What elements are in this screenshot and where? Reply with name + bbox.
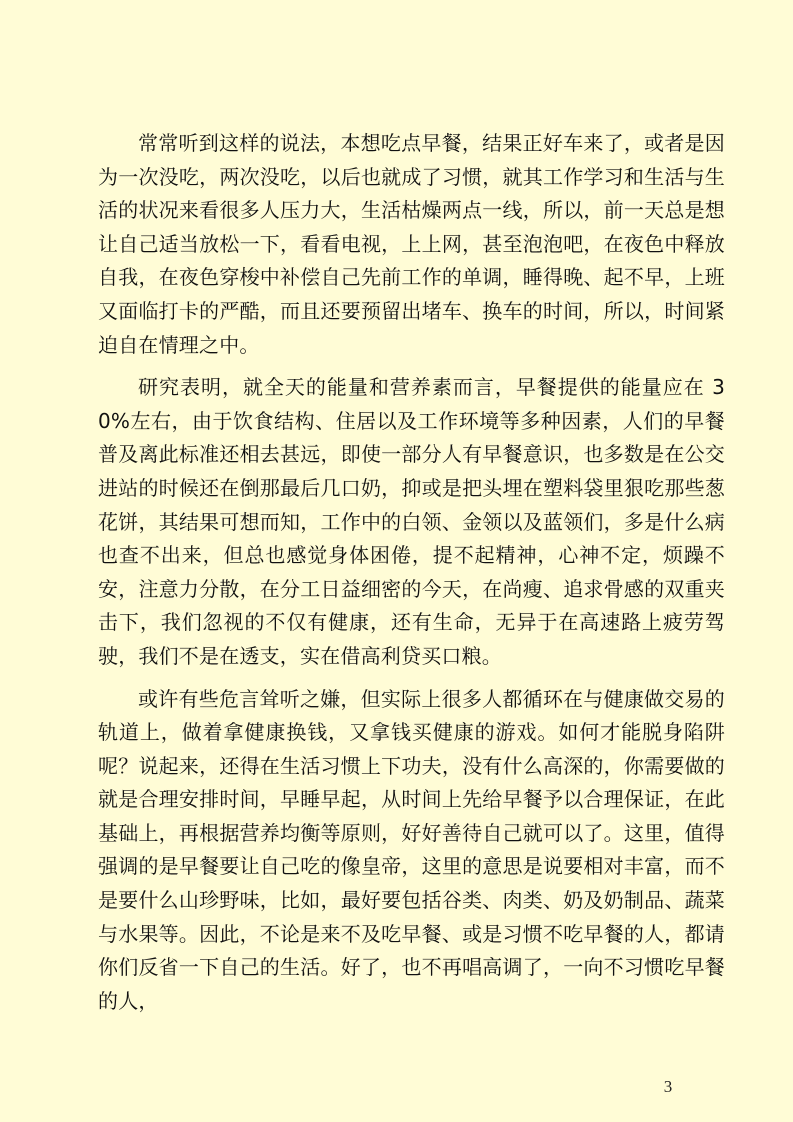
paragraph-1: 常常听到这样的说法，本想吃点早餐，结果正好车来了，或者是因为一次没吃，两次没吃，以后也就成了习惯，就其工作学习和生活与生活的状况来看很多人压力大，生活枯燥两点一线，所以，前一天总是想让自己适当放松一下，看看电视，上上网，甚至泡泡吧，在夜色中释放自我，在夜色穿梭中补偿自己先前工作的单调，睡得晚、起不早，上班又面临打卡的严酷，而且还要预留出堵车、换车的时间，所以，时间紧迫自在情理之中。	[98, 131, 725, 357]
page-number: 3	[663, 1077, 673, 1096]
body-text	[98, 127, 725, 1027]
paragraph-2: 研究表明，就全天的能量和营养素而言，早餐提供的能量应在 30%左右，由于饮食结构、住居以及工作环境等多种因素，人们的早餐普及离此标准还相去甚远，即使一部分人有早餐意识，也多数是在公交进站的时候还在倒那最后几口奶，抑或是把头埋在塑料袋里狠吃那些葱花饼，其结果可想而知，工作中的白领、金领以及蓝领们，多是什么病也查不出来，但总也感觉身体困倦，提不起精神，心神不定，烦躁不安，注意力分散，在分工日益细密的今天，在尚瘦、追求骨感的双重夹击下，我们忽视的不仅有健康，还有生命，无异于在高速路上疲劳驾驶，我们不是在透支，实在借高利贷买口粮。	[98, 375, 725, 668]
paragraph-3: 或许有些危言耸听之嫌，但实际上很多人都循环在与健康做交易的轨道上，做着拿健康换钱，又拿钱买健康的游戏。如何才能脱身陷阱呢？说起来，还得在生活习惯上下功夫，没有什么高深的，你需要做的就是合理安排时间，早睡早起，从时间上先给早餐予以合理保证，在此基础上，再根据营养均衡等原则，好好善待自己就可以了。这里，值得强调的是早餐要让自己吃的像皇帝，这里的意思是说要相对丰富，而不是要什么山珍野味，比如，最好要包括谷类、肉类、奶及奶制品、蔬菜与水果等。因此，不论是来不及吃早餐、或是习惯不吃早餐的人，都请你们反省一下自己的生活。好了，也不再唱高调了，一向不习惯吃早餐的人，	[98, 686, 725, 1013]
